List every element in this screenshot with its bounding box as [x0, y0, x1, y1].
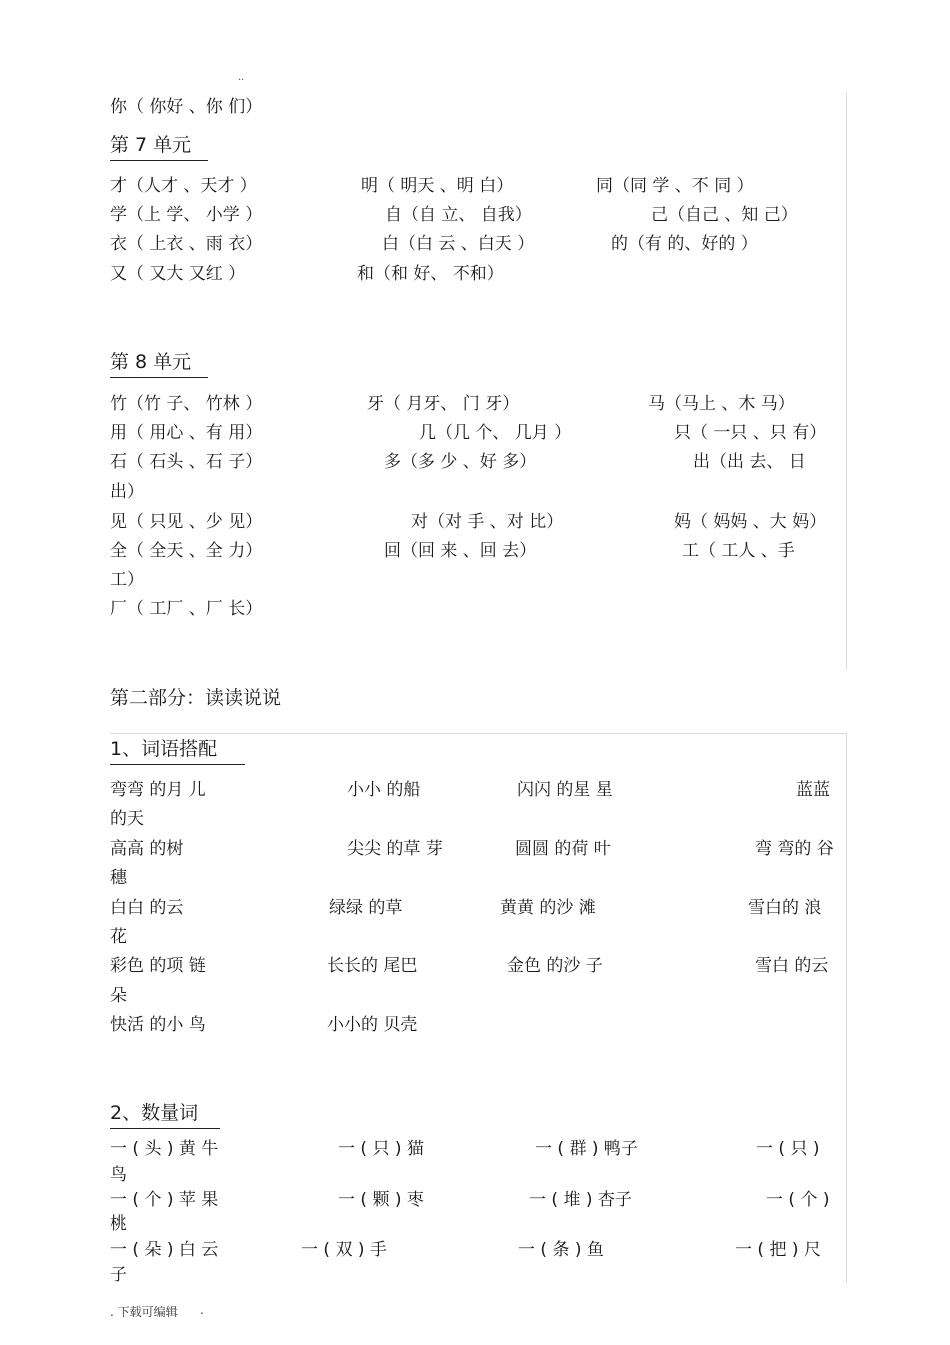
s1-r6-c0: 彩色 的项 链	[110, 956, 206, 976]
unit8-r5-c2: 工（ 工人 、手	[682, 541, 795, 561]
header-dots: ..	[238, 72, 245, 83]
s1-r2-c2: 圆圆 的荷 叶	[515, 839, 611, 859]
s2-r0-c1: 一 ( 只 ) 猫	[338, 1139, 424, 1159]
s1-r8-c0: 快活 的小 鸟	[110, 1015, 206, 1035]
unit8-r0-c1: 牙（ 月牙、 门 牙）	[367, 394, 520, 414]
s1-r3-c0: 穗	[110, 868, 127, 888]
s1-r4-c3: 雪白的 浪	[748, 898, 822, 918]
s1-r6-c1: 长长的 尾巴	[327, 956, 418, 976]
s2-r4-c3: 一 ( 把 ) 尺	[735, 1240, 821, 1260]
s1-r0-c0: 弯弯 的月 儿	[110, 780, 206, 800]
unit7-title: 第 7 单元	[110, 133, 208, 161]
unit8-r2-c0: 石（ 石头 、石 子）	[110, 452, 263, 472]
right-border-bottom	[846, 733, 847, 1283]
s2-r0-c3: 一 ( 只 )	[756, 1139, 820, 1159]
s2-r1-c0: 鸟	[110, 1165, 127, 1185]
unit8-r1-c1: 几（几 个、 几月 ）	[419, 423, 572, 443]
s1-r0-c3: 蓝蓝	[796, 780, 830, 800]
unit8-r4-c2: 妈（ 妈妈 、大 妈）	[674, 512, 827, 532]
unit8-r5-c0: 全（ 全天 、全 力）	[110, 541, 263, 561]
unit7-r3-c0: 又（ 又大 又红 ）	[110, 264, 246, 284]
s1-r4-c2: 黄黄 的沙 滩	[500, 898, 596, 918]
unit8-r3-c0: 出）	[110, 482, 144, 502]
s2-r0-c2: 一 ( 群 ) 鸭子	[535, 1139, 638, 1159]
s1-r8-c1: 小小的 贝壳	[327, 1015, 418, 1035]
unit8-r4-c1: 对（对 手 、对 比）	[411, 512, 564, 532]
unit7-r2-c1: 白（白 云 、白天 ）	[382, 234, 535, 254]
unit7-r1-c0: 学（上 学、 小学 ）	[110, 205, 263, 225]
s2-r3-c0: 桃	[110, 1214, 127, 1234]
s1-r6-c3: 雪白 的云	[755, 956, 829, 976]
s1-r2-c3: 弯 弯的 谷	[755, 839, 834, 859]
s2-r2-c2: 一 ( 堆 ) 杏子	[529, 1190, 632, 1210]
unit7-r1-c2: 己（自己 、知 己）	[651, 205, 798, 225]
unit8-r1-c0: 用（ 用心 、有 用）	[110, 423, 263, 443]
unit8-r2-c2: 出（出 去、 日	[693, 452, 806, 472]
s1-r7-c0: 朵	[110, 986, 127, 1006]
right-border-top	[846, 92, 847, 670]
s2-r4-c2: 一 ( 条 ) 鱼	[518, 1240, 604, 1260]
unit7-r2-c0: 衣（ 上衣 、雨 衣）	[110, 234, 263, 254]
s1-r6-c2: 金色 的沙 子	[507, 956, 603, 976]
unit8-title: 第 8 单元	[110, 350, 208, 378]
s1-r2-c1: 尖尖 的草 芽	[347, 839, 443, 859]
section-border	[110, 733, 846, 734]
unit8-r7-c0: 厂（ 工厂 、厂 长）	[110, 599, 263, 619]
unit7-r3-c1: 和（和 好、 不和）	[357, 264, 504, 284]
unit8-r5-c1: 回（回 来 、回 去）	[384, 541, 537, 561]
s1-r0-c1: 小小 的船	[347, 780, 421, 800]
s2-r4-c1: 一 ( 双 ) 手	[301, 1240, 387, 1260]
unit8-r6-c0: 工）	[110, 570, 144, 590]
footer-label: . 下载可编辑	[110, 1305, 178, 1319]
unit7-r0-c0: 才（人才 、天才 ）	[110, 176, 257, 196]
unit7-r0-c1: 明（ 明天 、明 白）	[361, 176, 514, 196]
s2-r2-c1: 一 ( 颗 ) 枣	[338, 1190, 424, 1210]
s1-r1-c0: 的天	[110, 809, 144, 829]
unit8-r0-c2: 马（马上 、木 马）	[648, 394, 795, 414]
unit7-r0-c2: 同（同 学 、不 同 ）	[596, 176, 754, 196]
s1-r2-c0: 高高 的树	[110, 839, 184, 859]
footer-dot: .	[200, 1303, 204, 1317]
unit8-r1-c2: 只（ 一只 、只 有）	[674, 423, 827, 443]
part2-title: 第二部分：读读说说	[110, 687, 282, 709]
s1-r4-c1: 绿绿 的草	[329, 898, 403, 918]
unit7-r2-c2: 的（有 的、好的 ）	[611, 234, 758, 254]
s2-r2-c0: 一 ( 个 ) 苹 果	[110, 1190, 219, 1210]
unit7-r1-c1: 自（自 立、 自我）	[385, 205, 532, 225]
section2-title: 2、数量词	[110, 1101, 220, 1129]
s2-r2-c3: 一 ( 个 )	[766, 1190, 830, 1210]
s1-r5-c0: 花	[110, 927, 127, 947]
section1-title: 1、词语搭配	[110, 737, 245, 765]
unit8-r2-c1: 多（多 少 、好 多）	[384, 452, 537, 472]
s2-r5-c0: 子	[110, 1265, 127, 1285]
unit8-r0-c0: 竹（竹 子、 竹林 ）	[110, 394, 263, 414]
s1-r0-c2: 闪闪 的星 星	[517, 780, 613, 800]
unit8-r4-c0: 见（ 只见 、少 见）	[110, 512, 263, 532]
s2-r0-c0: 一 ( 头 ) 黄 牛	[110, 1139, 219, 1159]
s2-r4-c0: 一 ( 朵 ) 白 云	[110, 1240, 219, 1260]
intro-line: 你（ 你好 、你 们）	[110, 97, 263, 117]
s1-r4-c0: 白白 的云	[110, 898, 184, 918]
